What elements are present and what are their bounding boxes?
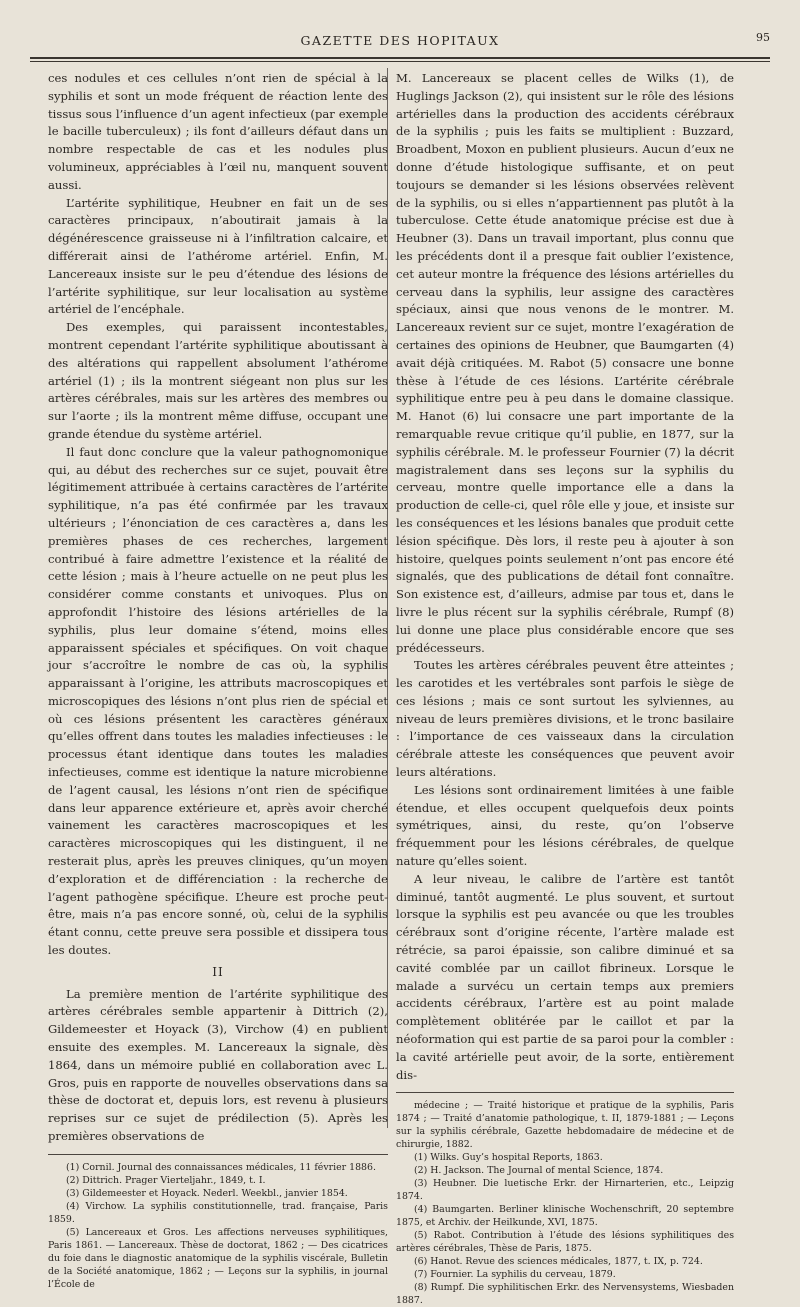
paragraph: ces nodules et ces cellules n’ont rien de spécial à la syphilis et sont un mode fréquent de réaction lente des tissus sous l’influence d’un agent infectieux (par exemple le bacille tuberculeux) ; ils font d’ailleurs défaut dans un nombre respectable de cas et les nodules plus volumineux, appréciables à l’œil nu, manquent souvent aussi. <box>48 71 388 192</box>
left-column <box>48 70 388 1291</box>
footnote: (5) Rabot. Contribution à l’étude des lésions syphilitiques des artères cérébrales, Thèse de Paris, 1875. <box>396 1230 734 1255</box>
footnote: (6) Hanot. Revue des sciences médicales, 1877, t. IX, p. 724. <box>414 1256 703 1268</box>
right-column <box>396 70 734 1307</box>
paragraph: Les lésions sont ordinairement limitées à une faible étendue, et elles occupent quelquefois deux points symétriques, ainsi, du reste, qu’on l’observe fréquemment pour les lésions cérébrales, de quelque nature qu’elles soient. <box>396 782 734 869</box>
paragraph: La première mention de l’artérite syphilitique des artères cérébrales semble appartenir à Dittrich (2), Gildemeester et Hoyack (3), Virchow (4) en publient ensuite des exemples. M. Lancereaux la signale, dès 1864, dans un mémoire publié en collaboration avec L. Gros, puis en rapporte de nouvelles observations dans sa thèse de doctorat et, depuis lors, est revenu à plusieurs reprises sur ce sujet de prédilection (5). Après les premières observations de <box>48 986 388 1144</box>
footnote: (3) Gildemeester et Hoyack. Nederl. Weekbl., janvier 1854. <box>66 1187 348 1199</box>
footnotes-left <box>48 1161 388 1291</box>
paragraph: Il faut donc conclure que la valeur pathognomonique qui, au début des recherches sur ce sujet, pouvait être légitimement attribuée à certains caractères de l’artérite syphilitique, n’a pas été confirmée par les travaux ultérieurs ; l’énonciation de ces caractères a, dans les premières phases de ces recherches, largement contribué à faire admettre l’existence et la réalité de cette lésion ; mais à l’heure actuelle on ne peut plus les considérer comme constants et univoques. Plus on approfondit l’histoire des lésions artérielles de la syphilis, plus leur domaine s’étend, moins elles apparaissent spéciales et spécifiques. On voit chaque jour s’accroître le nombre de cas où, la syphilis apparaissant à l’origine, les attributs macroscopiques et microscopiques des lésions n’ont plus rien de spécial et où ces lésions présentent les caractères généraux qu’elles offrent dans toutes les maladies infectieuses : le processus étant identique dans toutes les maladies infectieuses, comme est identique la nature microbienne de l’agent causal, les lésions n’ont rien de spécifique dans leur apparence extérieure et, après avoir cherché vainement les caractères macroscopiques et les caractères microscopiques qui les distinguent, il ne resterait plus, après les preuves cliniques, qu’un moyen d’exploration et de différenciation : la recherche de l’agent pathogène spécifique. L’heure est proche peut-être, mais n’a pas encore sonné, où, celui de la syphilis étant connu, cette preuve sera possible et dissipera tous les doutes. <box>48 444 388 958</box>
footnote-rule <box>396 1092 734 1093</box>
footnote-continuation: médecine ; — Traité historique et pratique de la syphilis, Paris 1874 ; — Traité d’anatomie pathologique, t. II, 1879-1881 ; — Leçons sur la syphilis cérébrale, Gazette hebdomadaire de médecine et de chirurgie, 1882. <box>396 1100 734 1151</box>
footnote: (4) Virchow. La syphilis constitutionnelle, trad. française, Paris 1859. <box>48 1200 388 1225</box>
header-rule-thin <box>30 61 770 62</box>
footnote: (3) Heubner. Die luetische Erkr. der Hirnarterien, etc., Leipzig 1874. <box>396 1178 734 1203</box>
footnote-rule <box>48 1154 388 1155</box>
paragraph: Toutes les artères cérébrales peuvent être atteintes ; les carotides et les vertébrales sont parfois le siège de ces lésions ; mais ce sont surtout les sylviennes, au niveau de leurs premières divisions, et le tronc basilaire : l’importance de ces vaisseaux dans la circulation cérébrale atteste les conséquences que peuvent avoir leurs altérations. <box>396 658 734 780</box>
section-heading: II <box>212 964 224 979</box>
footnote: (4) Baumgarten. Berliner klinische Wochenschrift, 20 septembre 1875, et Archiv. der Heilkunde, XVI, 1875. <box>396 1204 734 1229</box>
footnote: (1) Wilks. Guy’s hospital Reports, 1863. <box>414 1152 603 1164</box>
page-header <box>30 28 770 58</box>
journal-title: GAZETTE DES HOPITAUX <box>300 33 500 48</box>
page-number: 95 <box>756 31 770 44</box>
footnote: (5) Lancereaux et Gros. Les affections nerveuses syphilitiques, Paris 1861. — Lancereaux. Thèse de doctorat, 1862 ; — Des cicatrices du foie dans le diagnostic anatomique de la syphilis viscérale, Bulletin de la Société anatomique, 1862 ; — Leçons sur la syphilis, in journal l’École de <box>48 1226 388 1290</box>
footnote: (2) Dittrich. Prager Vierteljahr., 1849, t. I. <box>66 1174 266 1186</box>
header-rule <box>30 57 770 59</box>
paragraph: L’artérite syphilitique, Heubner en fait un de ses caractères principaux, n’aboutirait jamais à la dégénérescence graisseuse ni à l’infiltration calcaire, et différerait ainsi de l’athérome artériel. Enfin, M. Lancereaux insiste sur le peu d’étendue des lésions de l’artérite syphilitique, sur leur localisation au système artériel de l’encéphale. <box>48 195 388 317</box>
footnote: (8) Rumpf. Die syphilitischen Erkr. des Nervensystems, Wiesbaden 1887. <box>396 1282 734 1307</box>
paragraph: M. Lancereaux se placent celles de Wilks (1), de Huglings Jackson (2), qui insistent sur le rôle des lésions artérielles dans la production des accidents cérébraux de la syphilis ; puis les faits se multiplient : Buzzard, Broadbent, Moxon en publient plusieurs. Aucun d’eux ne donne d’étude histologique suffisante, et on peut toujours se demander si les lésions observées relèvent de la syphilis, ou si elles n’appartiennent pas plutôt à la tuberculose. Cette étude anatomique précise est due à Heubner (3). Dans un travail important, plus connu que les précédents dont il a presque fait oublier l’existence, cet auteur montre la fréquence des lésions artérielles du cerveau dans la syphilis, leur assigne des caractères spéciaux, ainsi que nous venons de le montrer. M. Lancereaux revient sur ce sujet, montre l’exagération de certaines des opinions de Heubner, que Baumgarten (4) avait déjà critiquées. M. Rabot (5) consacre une bonne thèse à l’étude de ces lésions. L’artérite cérébrale syphilitique entre peu à peu dans le domaine classique. M. Hanot (6) lui consacre une part importante de la remarquable revue critique qu’il publie, en 1877, sur la syphilis cérébrale. M. le professeur Fournier (7) la décrit magistralement dans ses leçons sur la syphilis du cerveau, montre quelle importance elle a dans la production de celle-ci, quel rôle elle y joue, et insiste sur les conséquences et les lésions banales que produit cette lésion spécifique. Dès lors, il reste peu à ajouter à son histoire, quelques points seulement n’ont pas encore été signalés, que des publications de détail font connaître. Son existence est, d’ailleurs, admise par tous et, dans le livre le plus récent sur la syphilis cérébrale, Rumpf (8) lui donne une place plus considérable encore que ses prédécesseurs. <box>396 71 734 655</box>
footnote: (1) Cornil. Journal des connaissances médicales, 11 février 1886. <box>66 1161 376 1173</box>
footnotes-right <box>396 1099 734 1307</box>
footnote: (2) H. Jackson. The Journal of mental Science, 1874. <box>414 1165 664 1177</box>
paragraph: A leur niveau, le calibre de l’artère est tantôt diminué, tantôt augmenté. Le plus souvent, et surtout lorsque la syphilis est peu avancée ou que les troubles cérébraux sont d’origine récente, l’artère malade est rétrécie, sa paroi épaissie, son calibre diminué et sa cavité comblée par un caillot fibrineux. Lorsque le malade a survécu un certain temps aux premiers accidents cérébraux, l’artère est au point malade complètement oblitérée par le caillot et par la néoformation qui est partie de sa paroi pour la combler : la cavité artérielle peut avoir, de la sorte, entièrement dis- <box>396 871 734 1082</box>
footnote: (7) Fournier. La syphilis du cerveau, 1879. <box>414 1269 616 1281</box>
paragraph: Des exemples, qui paraissent incontestables, montrent cependant l’artérite syphilitique aboutissant à des altérations qui rappellent absolument l’athérome artériel (1) ; ils la montrent siégeant non plus sur les artères cérébrales, mais sur les artères des membres ou sur l’aorte ; ils la montrent même diffuse, occupant une grande étendue du système artériel. <box>48 320 388 441</box>
